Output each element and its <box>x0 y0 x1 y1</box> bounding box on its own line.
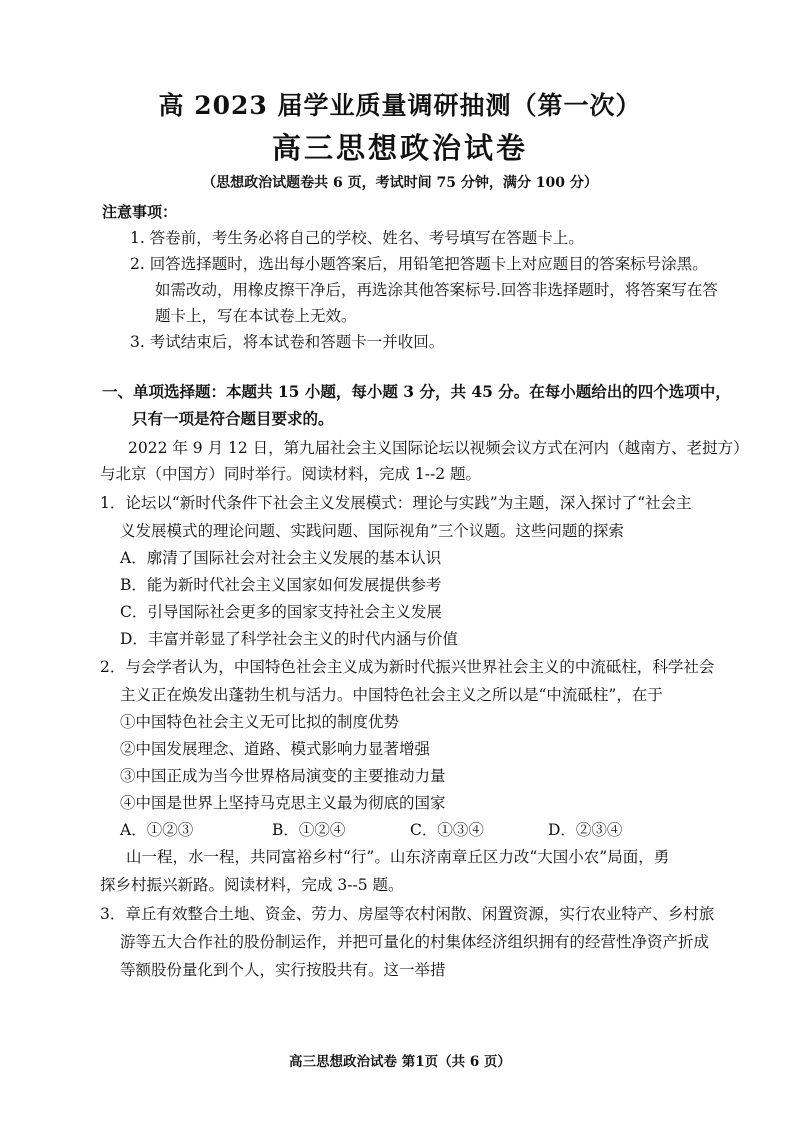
question-1-option-d: D．丰富并彰显了科学社会主义的时代内涵与价值 <box>120 630 458 648</box>
exam-info: （思想政治试题卷共 6 页，考试时间 75 分钟，满分 100 分） <box>202 175 598 191</box>
question-2-statement-2: ②中国发展理念、道路、模式影响力显著增强 <box>120 740 431 758</box>
question-3-stem: 3．章丘有效整合土地、资金、劳力、房屋等农村闲散、闲置资源，实行农业特产、乡村旅 <box>100 905 715 923</box>
material-text: 2022 年 9 月 12 日，第九届社会主义国际论坛以视频会议方式在河内（越南方、老挝方） <box>128 439 749 457</box>
question-2-option-d: D．②③④ <box>548 821 623 839</box>
notice-heading: 注意事项： <box>102 203 178 221</box>
question-2-statement-4: ④中国是世界上坚持马克思主义最为彻底的国家 <box>120 794 446 812</box>
notice-item-2-cont: 题卡上，写在本试卷上无效。 <box>155 307 357 325</box>
question-3-stem: 等额股份量化到个人，实行按股共有。这一举措 <box>120 961 446 979</box>
notice-item-3: 3. 考试结束后，将本试卷和答题卡一并收回。 <box>130 333 445 351</box>
page-footer: 高三思想政治试卷 第1页（共 6 页） <box>289 1054 511 1070</box>
material-text: 与北京（中国方）同时举行。阅读材料，完成 1--2 题。 <box>100 465 482 483</box>
material-text: 探乡村振兴新路。阅读材料，完成 3--5 题。 <box>100 876 404 894</box>
subject-title: 高三思想政治试卷 <box>271 131 528 165</box>
notice-item-1: 1. 答卷前，考生务必将自己的学校、姓名、考号填写在答题卡上。 <box>130 229 584 247</box>
question-1-stem: 1．论坛以“新时代条件下社会主义发展模式：理论与实践”为主题，深入探讨了“社会主 <box>100 494 692 512</box>
question-2-option-c: C．①③④ <box>410 821 484 839</box>
exam-title: 高 2023 届学业质量调研抽测（第一次） <box>158 91 642 120</box>
question-1-option-a: A．廓清了国际社会对社会主义发展的基本认识 <box>120 549 442 567</box>
question-2-stem: 主义正在焕发出蓬勃生机与活力。中国特色社会主义之所以是“中流砥柱”，在于 <box>120 686 663 704</box>
question-1-stem: 义发展模式的理论问题、实践问题、国际视角”三个议题。这些问题的探索 <box>120 522 624 540</box>
question-1-option-b: B．能为新时代社会主义国家如何发展提供参考 <box>120 576 442 594</box>
question-2-option-a: A．①②③ <box>120 821 194 839</box>
question-2-statement-1: ①中国特色社会主义无可比拟的制度优势 <box>120 713 400 731</box>
question-2-stem: 2．与会学者认为，中国特色社会主义成为新时代振兴世界社会主义的中流砥柱，科学社会 <box>100 658 715 676</box>
question-2-statement-3: ③中国正成为当今世界格局演变的主要推动力量 <box>120 767 446 785</box>
section-heading-cont: 只有一项是符合题目要求的。 <box>132 409 334 428</box>
question-2-option-b: B．①②④ <box>272 821 346 839</box>
question-3-stem: 游等五大合作社的股份制运作，并把可量化的村集体经济组织拥有的经营性净资产折成 <box>120 933 710 951</box>
notice-item-2: 2. 回答选择题时，选出每小题答案后，用铅笔把答题卡上对应题目的答案标号涂黑。 <box>130 255 708 273</box>
section-heading: 一、单项选择题：本题共 15 小题，每小题 3 分，共 45 分。在每小题给出的四个选项中， <box>102 382 731 401</box>
notice-item-2-cont: 如需改动，用橡皮擦干净后，再选涂其他答案标号.回答非选择题时，将答案写在答 <box>155 281 718 299</box>
question-1-option-c: C．引导国际社会更多的国家支持社会主义发展 <box>120 603 442 621</box>
material-text: 山一程，水一程，共同富裕乡村“行”。山东济南章丘区力改“大国小农”局面，勇 <box>126 848 670 866</box>
